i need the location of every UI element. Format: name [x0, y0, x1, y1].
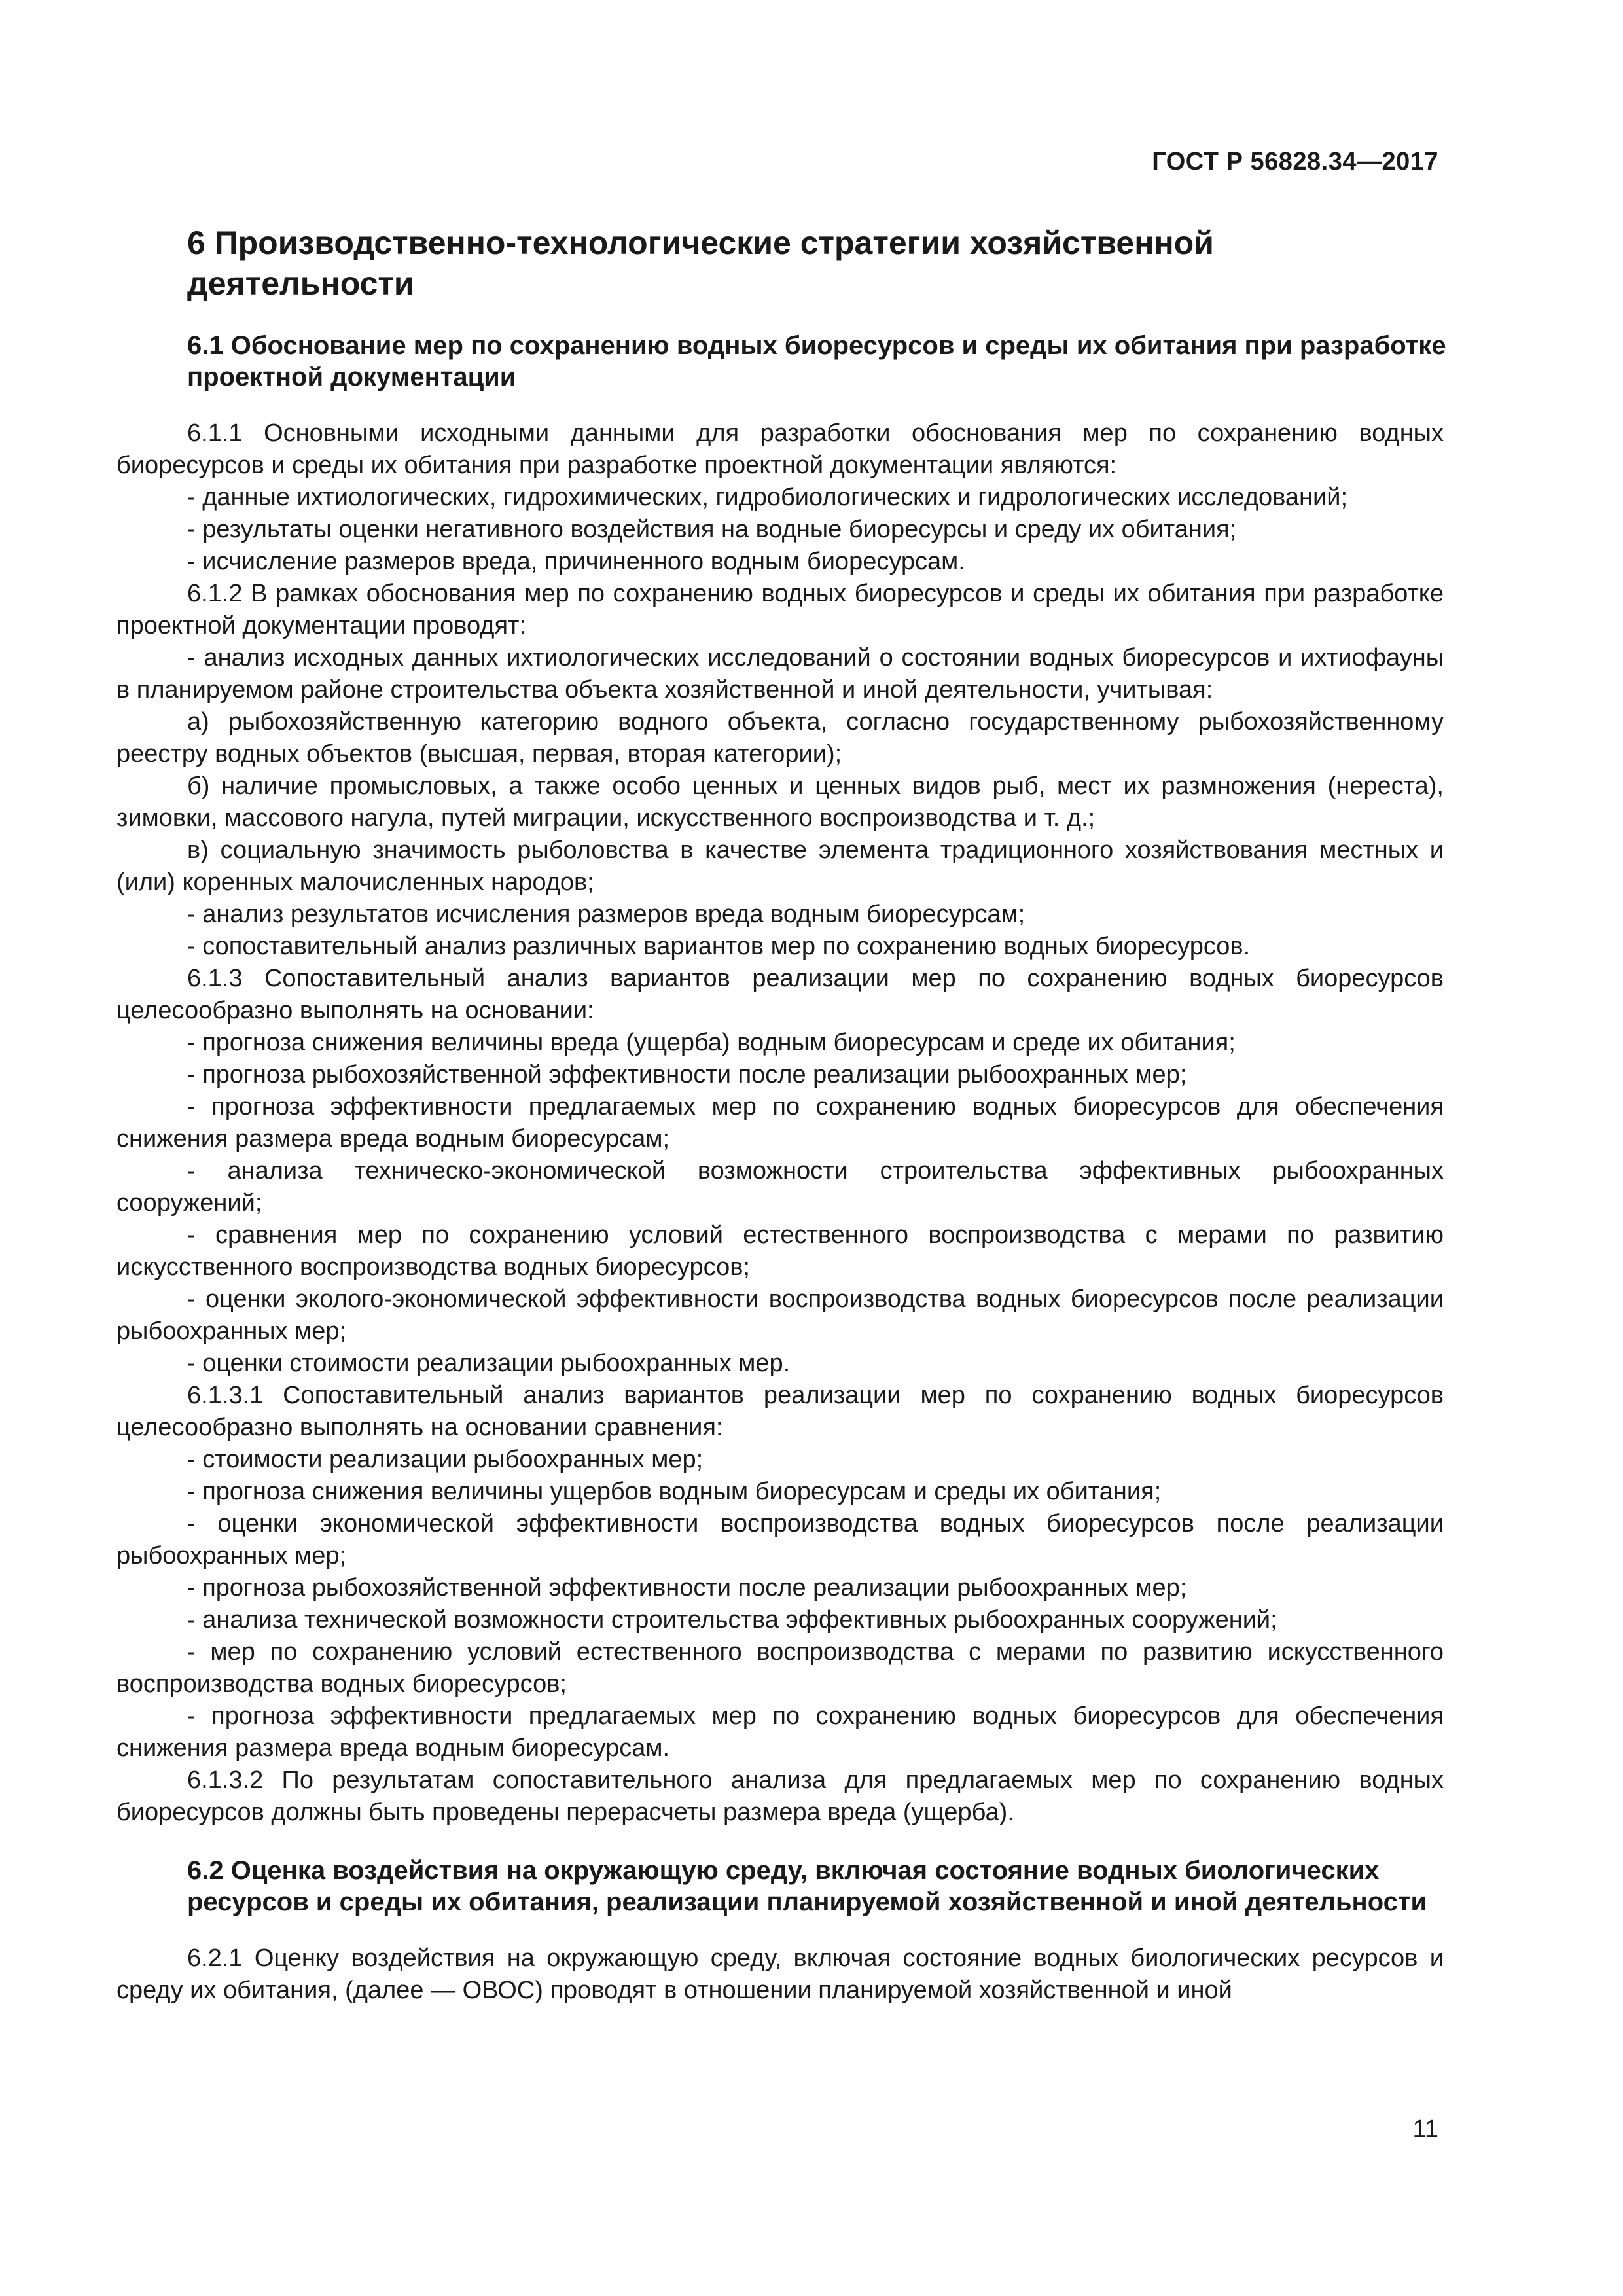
paragraph: 6.2.1 Оценку воздействия на окружающую среду, включая состояние водных биологических ресурсов и среду их обитания, (далее — ОВОС) проводят в отношении планируемой хозяйственной и иной	[116, 1945, 1444, 2004]
section-6-title: 6 Производственно-технологические стратегии хозяйственной деятельности	[187, 224, 1214, 302]
list-item: - анализа технической возможности строительства эффективных рыбоохранных сооружений;	[187, 1606, 1277, 1634]
list-item: - оценки стоимости реализации рыбоохранных мер.	[187, 1350, 791, 1377]
list-item: - результаты оценки негативного воздействия на водные биоресурсы и среду их обитания;	[187, 516, 1237, 543]
list-item: б) наличие промысловых, а также особо ценных и ценных видов рыб, мест их размножения (нереста), зимовки, массового нагула, путей миграции, искусственного воспроизводства и т. д.;	[116, 772, 1444, 832]
list-item: - анализ результатов исчисления размеров вреда водным биоресурсам;	[187, 901, 1026, 928]
list-item: - мер по сохранению условий естественного воспроизводства с мерами по развитию искусственного воспроизводства водных биоресурсов;	[116, 1638, 1444, 1698]
paragraph: 6.1.3.1 Сопоставительный анализ вариантов реализации мер по сохранению водных биоресурсов целесообразно выполнять на основании сравнения:	[116, 1382, 1444, 1441]
list-item: - данные ихтиологических, гидрохимических, гидробиологических и гидрологических исследований;	[187, 484, 1348, 511]
section-6-1-title: 6.1 Обоснование мер по сохранению водных биоресурсов и среды их обитания при разработке проектной документации	[187, 331, 1446, 391]
paragraph: 6.1.2 В рамках обоснования мер по сохранению водных биоресурсов и среды их обитания при разработке проектной документации проводят:	[116, 580, 1444, 639]
page-number: 11	[1412, 2115, 1438, 2143]
list-item: - стоимости реализации рыбоохранных мер;	[187, 1446, 704, 1473]
paragraph: 6.1.1 Основными исходными данными для разработки обоснования мер по сохранению водных биоресурсов и среды их обитания при разработке проектной документации являются:	[116, 420, 1444, 479]
section-6-1-body	[116, 418, 1444, 1829]
list-item: - сравнения мер по сохранению условий естественного воспроизводства с мерами по развитию искусственного воспроизводства водных биоресурсов;	[116, 1221, 1444, 1281]
list-item: - исчисление размеров вреда, причиненного водным биоресурсам.	[187, 548, 965, 575]
list-item: - сопоставительный анализ различных вариантов мер по сохранению водных биоресурсов.	[187, 933, 1251, 960]
document-code-header: ГОСТ Р 56828.34—2017	[1152, 148, 1438, 175]
page-content	[116, 223, 1444, 2007]
list-item: - прогноза рыбохозяйственной эффективности после реализации рыбоохранных мер;	[187, 1061, 1187, 1088]
paragraph: 6.1.3 Сопоставительный анализ вариантов реализации мер по сохранению водных биоресурсов целесообразно выполнять на основании:	[116, 965, 1444, 1024]
list-item: - оценки экономической эффективности воспроизводства водных биоресурсов после реализации рыбоохранных мер;	[116, 1510, 1444, 1570]
list-item: - прогноза снижения величины вреда (ущерба) водным биоресурсам и среде их обитания;	[187, 1029, 1236, 1056]
section-6-2-title: 6.2 Оценка воздействия на окружающую среду, включая состояние водных биологических ресурсов и среды их обитания, реализации планируемой хозяйственной и иной деятельности	[187, 1856, 1427, 1916]
section-6-2-body	[116, 1943, 1444, 2007]
list-item: - анализа техническо-экономической возможности строительства эффективных рыбоохранных сооружений;	[116, 1157, 1444, 1217]
list-item: а) рыбохозяйственную категорию водного объекта, согласно государственному рыбохозяйственному реестру водных объектов (высшая, первая, вторая категории);	[116, 708, 1444, 768]
list-item: - прогноза снижения величины ущербов водным биоресурсам и среды их обитания;	[187, 1478, 1162, 1505]
list-item: - прогноза эффективности предлагаемых мер по сохранению водных биоресурсов для обеспечения снижения размера вреда водным биоресурсам.	[116, 1702, 1444, 1762]
list-item: - прогноза рыбохозяйственной эффективности после реализации рыбоохранных мер;	[187, 1574, 1187, 1602]
paragraph: 6.1.3.2 По результатам сопоставительного анализа для предлагаемых мер по сохранению водных биоресурсов должны быть проведены перерасчеты размера вреда (ущерба).	[116, 1767, 1444, 1826]
list-item: - анализ исходных данных ихтиологических исследований о состоянии водных биоресурсов и ихтиофауны в планируемом районе строительства объекта хозяйственной и иной деятельности, учитывая:	[116, 644, 1444, 704]
list-item: - оценки эколого-экономической эффективности воспроизводства водных биоресурсов после реализации рыбоохранных мер;	[116, 1285, 1444, 1345]
list-item: в) социальную значимость рыболовства в качестве элемента традиционного хозяйствования местных и (или) коренных малочисленных народов;	[116, 836, 1444, 896]
list-item: - прогноза эффективности предлагаемых мер по сохранению водных биоресурсов для обеспечения снижения размера вреда водным биоресурсам;	[116, 1093, 1444, 1153]
